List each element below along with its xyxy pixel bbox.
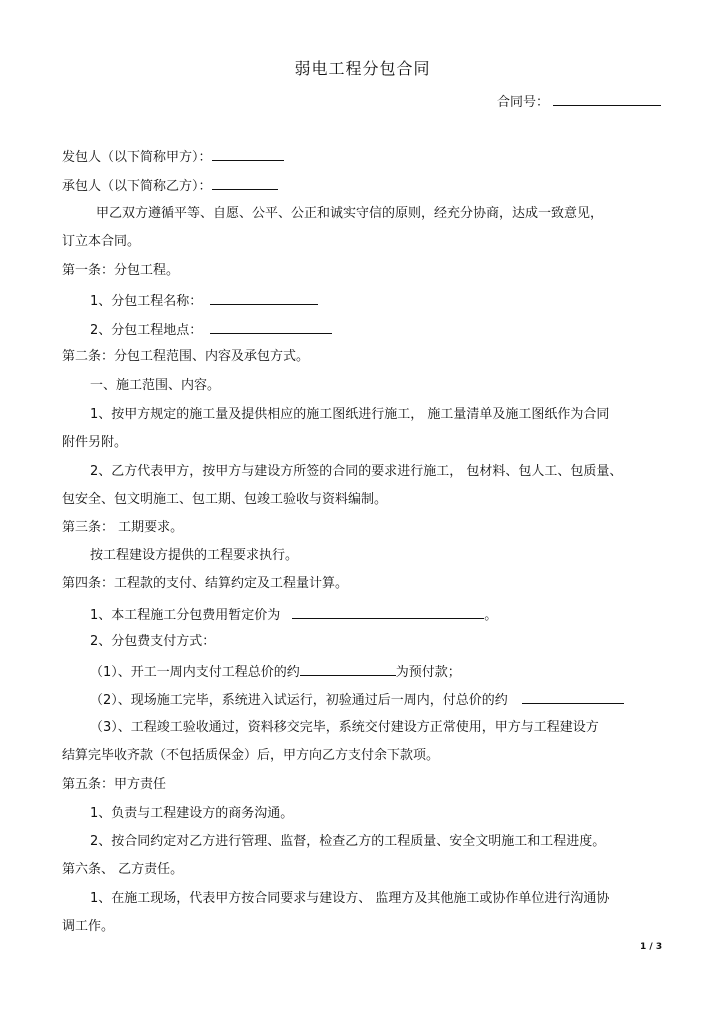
scope-item-1-line-1: 1、按甲方规定的施工量及提供相应的施工图纸进行施工， 施工量清单及施工图纸作为合同 <box>90 407 610 422</box>
employer-line <box>62 148 284 166</box>
contractor-blank[interactable] <box>212 177 278 190</box>
payment-item-3-line-2: 结算完毕收齐款（不包括质保金）后，甲方向乙方支付余下款项。 <box>62 748 440 763</box>
provisional-price-suffix: 。 <box>484 608 498 623</box>
provisional-price-blank[interactable] <box>292 606 484 619</box>
article-5-heading: 第五条：甲方责任 <box>62 777 167 792</box>
employer-duty-2: 2、按合同约定对乙方进行管理、监督，检查乙方的工程质量、安全文明施工和工程进度。 <box>90 834 606 849</box>
employer-duty-1: 1、负责与工程建设方的商务沟通。 <box>90 806 294 821</box>
payment-item-1 <box>90 663 461 681</box>
advance-percent-blank[interactable] <box>300 663 396 676</box>
provisional-price-label: 1、本工程施工分包费用暂定价为 <box>90 608 281 623</box>
payment-item-1-suffix: 为预付款； <box>395 665 461 680</box>
project-name-line <box>90 292 318 310</box>
article-4-heading: 第四条：工程款的支付、结算约定及工程量计算。 <box>62 576 349 591</box>
scope-heading: 一、施工范围、内容。 <box>90 378 221 393</box>
second-payment-blank[interactable] <box>522 691 624 704</box>
contract-number-blank[interactable] <box>553 93 661 106</box>
article-3-heading: 第三条： 工期要求。 <box>62 520 184 535</box>
contractor-line <box>62 177 278 195</box>
scope-item-1-line-2: 附件另附。 <box>62 435 128 450</box>
provisional-price-line <box>90 606 497 624</box>
article-2-heading: 第二条：分包工程范围、内容及承包方式。 <box>62 349 310 364</box>
article-6-heading: 第六条、 乙方责任。 <box>62 862 184 877</box>
payment-item-2-label: （2）、现场施工完毕，系统进入试运行，初验通过后一周内，付总价的约 <box>90 693 508 708</box>
employer-blank[interactable] <box>212 148 284 161</box>
contractor-duty-1-line-1: 1、在施工现场，代表甲方按合同要求与建设方、 监理方及其他施工或协作单位进行沟通协 <box>90 891 610 906</box>
scope-item-2-line-1: 2、乙方代表甲方，按甲方与建设方所签的合同的要求进行施工， 包材料、包人工、包质量、 <box>90 464 623 479</box>
payment-item-1-label: （1）、开工一周内支付工程总价的约 <box>90 665 300 680</box>
contract-number-label: 合同号： <box>497 95 550 110</box>
article-1-heading: 第一条：分包工程。 <box>62 263 180 278</box>
project-site-label: 2、分包工程地点： <box>90 323 203 338</box>
payment-method-heading: 2、分包费支付方式： <box>90 634 216 649</box>
employer-label: 发包人（以下简称甲方）： <box>62 150 212 165</box>
preamble-line-2: 订立本合同。 <box>62 234 141 249</box>
contractor-label: 承包人（以下简称乙方）： <box>62 179 212 194</box>
project-name-blank[interactable] <box>210 292 318 305</box>
contract-number <box>497 91 661 110</box>
contractor-duty-1-line-2: 调工作。 <box>62 919 115 934</box>
payment-item-3-line-1: （3）、工程竣工验收通过，资料移交完毕，系统交付建设方正常使用，甲方与工程建设方 <box>90 720 599 735</box>
project-name-label: 1、分包工程名称： <box>90 294 203 309</box>
project-site-blank[interactable] <box>210 321 332 334</box>
preamble-line-1: 甲乙双方遵循平等、自愿、公平、公正和诚实守信的原则，经充分协商，达成一致意见， <box>96 206 604 221</box>
page-number: 1 / 3 <box>640 942 663 952</box>
contract-title: 弱电工程分包合同 <box>294 59 431 78</box>
scope-item-2-line-2: 包安全、包文明施工、包工期、包竣工验收与资料编制。 <box>62 492 388 507</box>
payment-item-2 <box>90 691 624 709</box>
project-site-line <box>90 321 332 339</box>
schedule-text: 按工程建设方提供的工程要求执行。 <box>90 548 299 563</box>
